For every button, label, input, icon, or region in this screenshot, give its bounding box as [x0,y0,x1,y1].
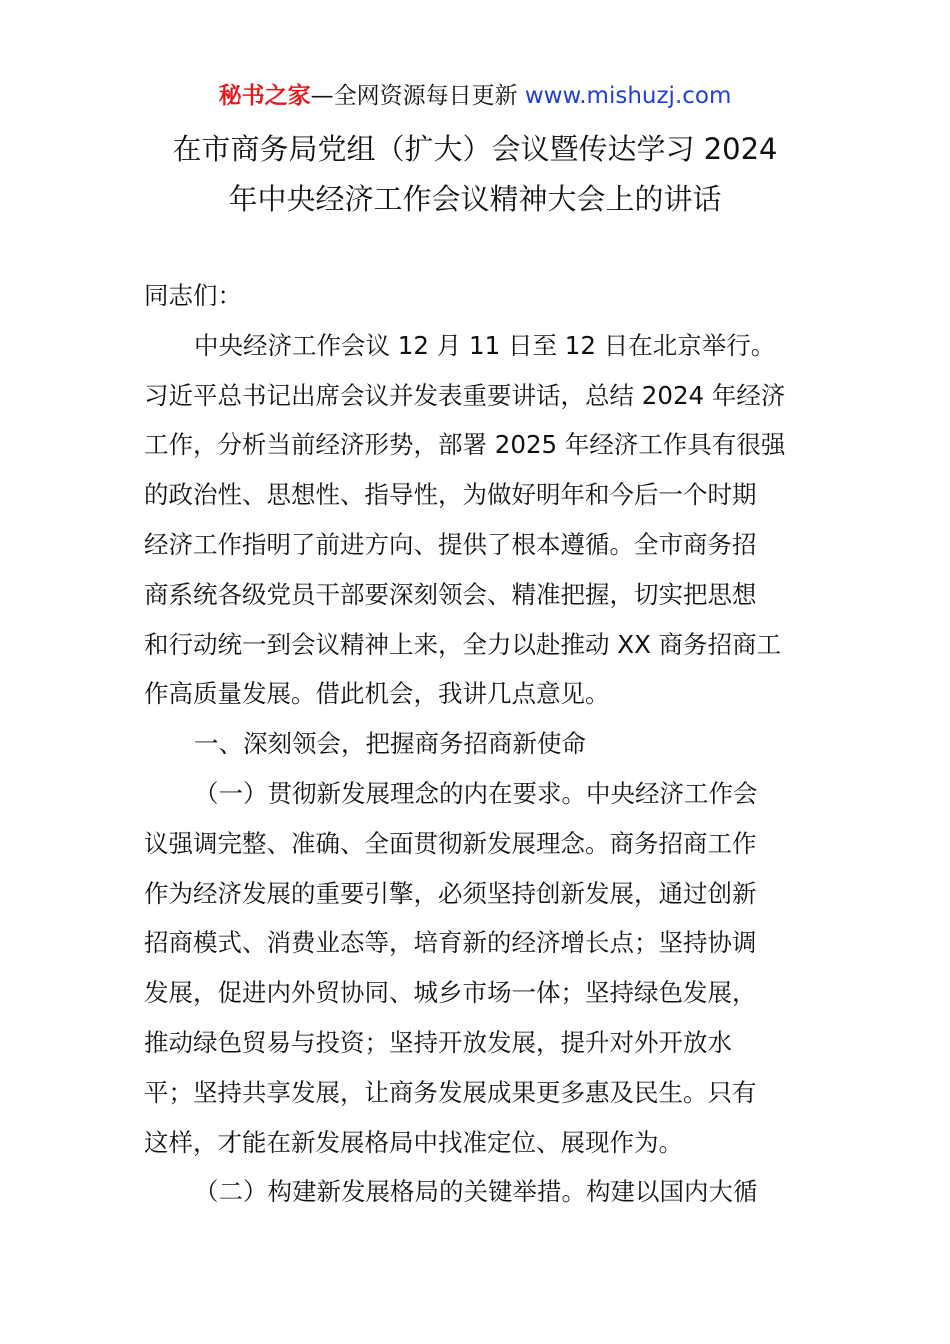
document-body [144,271,814,1217]
subsection-heading-line: （二）构建新发展格局的关键举措。构建以国内大循 [194,1177,758,1207]
subsection-heading-line: （一）贯彻新发展理念的内在要求。中央经济工作会 [194,778,758,808]
salutation: 同志们： [144,281,242,310]
section-heading: 一、深刻领会，把握商务招商新使命 [194,729,586,759]
title-line-1: 在市商务局党组（扩大）会议暨传达学习 2024 [172,132,778,166]
site-url-link[interactable]: www.mishuzj.com [524,83,732,109]
paragraph-line: 商系统各级党员干部要深刻领会、精准把握，切实把思想 [144,579,757,609]
site-tagline: —全网资源每日更新 [310,83,525,109]
title-line-2: 年中央经济工作会议精神大会上的讲话 [228,182,722,216]
paragraph-line: 议强调完整、准确、全面贯彻新发展理念。商务招商工作 [144,828,757,858]
paragraph-line: 发展，促进内外贸协同、城乡市场一体；坚持绿色发展， [144,978,757,1008]
paragraph-line: 习近平总书记出席会议并发表重要讲话，总结 2024 年经济 [144,380,786,410]
site-name: 秘书之家 [218,83,311,109]
document-title [120,124,830,224]
site-header [0,80,950,112]
paragraph-line: 平；坚持共享发展，让商务发展成果更多惠及民生。只有 [144,1077,757,1107]
paragraph-line: 的政治性、思想性、指导性，为做好明年和今后一个时期 [144,480,757,510]
paragraph-line: 工作，分析当前经济形势，部署 2025 年经济工作具有很强 [144,430,786,460]
paragraph-line: 作高质量发展。借此机会，我讲几点意见。 [144,679,610,709]
paragraph-line: 这样，才能在新发展格局中找准定位、展现作为。 [144,1127,683,1157]
paragraph-line: 推动绿色贸易与投资；坚持开放发展，提升对外开放水 [144,1027,732,1057]
paragraph-line: 作为经济发展的重要引擎，必须坚持创新发展，通过创新 [144,878,757,908]
paragraph-line: 经济工作指明了前进方向、提供了根本遵循。全市商务招 [144,529,757,559]
paragraph-line: 招商模式、消费业态等，培育新的经济增长点；坚持协调 [144,928,757,958]
paragraph-line: 中央经济工作会议 12 月 11 日至 12 日在北京举行。 [194,330,776,360]
paragraph-line: 和行动统一到会议精神上来，全力以赴推动 XX 商务招商工 [144,629,782,659]
